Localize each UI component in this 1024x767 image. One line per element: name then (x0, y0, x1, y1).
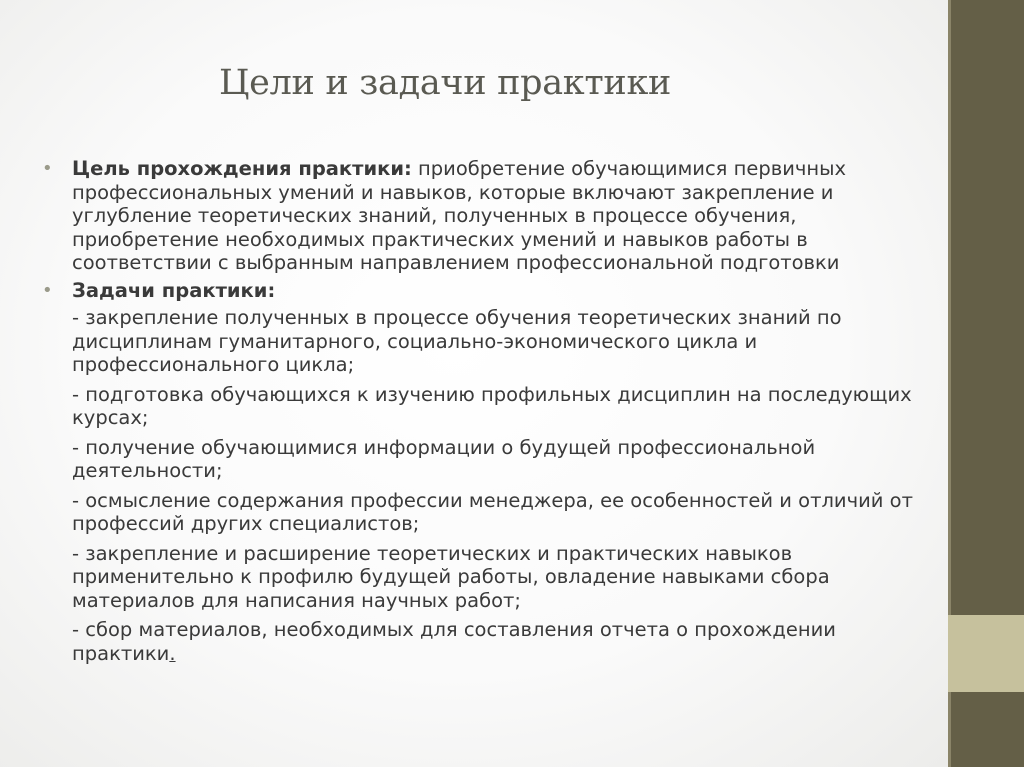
bullet-dot-icon: • (42, 279, 53, 301)
bullet-dot-icon: • (42, 158, 53, 179)
goal-label: Цель прохождения практики: (72, 157, 412, 180)
task-item: - закрепление и расширение теоретических и практических навыков применительно к профилю будущей работы, овладение навыками сбора материалов для написания научных работ; (72, 541, 830, 612)
slide-content (42, 157, 938, 671)
task-item: - подготовка обучающихся к изучению профильных дисциплин на последующих курсах; (72, 382, 912, 429)
goal-bullet (42, 157, 938, 275)
tasks-bullet (42, 278, 938, 303)
goal-text: приобретение обучающимися первичных профессиональных умений и навыков, которые включают закрепление и углубление теоретических знаний, полученных в процессе обучения, приобретение необходимых практических умений и навыков работы в соответствии с выбранным направлением профессиональной подготовки (72, 157, 847, 274)
slide-title: Цели и задачи практики (218, 63, 672, 103)
task-item-text: - сбор материалов, необходимых для составления отчета о прохождении практики (72, 618, 836, 665)
task-item: - осмысление содержания профессии менеджера, ее особенностей и отличий от профессий других специалистов; (72, 488, 913, 535)
tasks-label: Задачи практики: (72, 278, 276, 302)
sidebar-accent-block (948, 615, 1024, 692)
task-item-last (72, 618, 938, 665)
task-item: - получение обучающимися информации о будущей профессиональной деятельности; (72, 435, 816, 482)
task-item: - закрепление полученных в процессе обучения теоретических знаний по дисциплинам гуманитарного, социально-экономического цикла и профессионального цикла; (72, 306, 842, 376)
final-period: . (169, 641, 176, 665)
